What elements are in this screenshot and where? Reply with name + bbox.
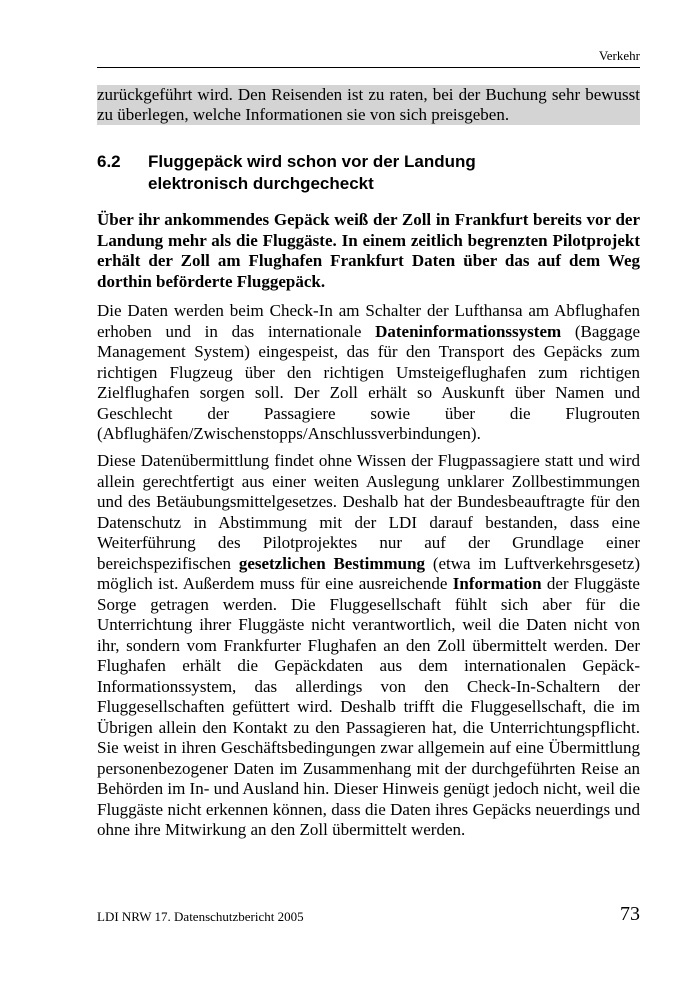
bold-term-gesetzliche-bestimmung: gesetzlichen Bestimmung <box>238 553 426 573</box>
body-paragraph-1 <box>97 301 640 445</box>
header-rule <box>97 67 640 68</box>
paragraph-text: (Baggage Management System) eingespeist, das für den Transport des Gepäcks zum richtigen Flugzeug über den richtigen Umsteigeflughafen zum richtigen Zielflughafen sorgen soll. Der Zoll erhält so Auskunft über Namen und Geschlecht der Passagiere sowie über die Flugrouten (Abflughäfen/Zwischenstopps/Anschlussverbindungen). <box>97 321 640 443</box>
footer-publication: LDI NRW 17. Datenschutzbericht 2005 <box>97 909 304 924</box>
running-header: Verkehr <box>598 48 640 63</box>
paragraph-text: Diese Datenübermittlung findet ohne Wissen der Flugpassagiere statt und wird allein gerechtfertigt aus einer weiten Auslegung unklarer Zollbestimmungen und des Betäubungsmittelgesetzes. Deshalb hat der Bundesbeauftragte für den Datenschutz in Abstimmung mit der LDI darauf bestanden, dass eine Weiterführung des Pilotprojektes nur auf der Grundlage einer bereichspezifischen <box>97 451 640 573</box>
paragraph-text: Die Daten werden beim Check-In am Schalter der Lufthansa am Abflughafen erhoben und in das internationale <box>97 301 640 341</box>
paragraph-text: (etwa im Luftverkehrsgesetz) möglich ist. Außerdem muss für eine ausreichende <box>97 553 640 593</box>
section-heading <box>97 151 640 195</box>
lead-paragraph: Über ihr ankommendes Gepäck weiß der Zoll in Frankfurt bereits vor der Landung mehr als die Fluggäste. In einem zeitlich begrenzten Pilotprojekt erhält der Zoll am Flughafen Frankfurt Daten über das auf dem Weg dorthin beförderte Fluggepäck. <box>97 210 640 291</box>
carryover-highlight: zurückgeführt wird. Den Reisenden ist zu raten, bei der Buchung sehr bewusst zu überlegen, welche Informationen sie von sich preisgeben. <box>97 85 640 124</box>
bold-term-information: Information <box>452 574 542 593</box>
body-paragraph-2 <box>97 451 640 841</box>
section-number: 6.2 <box>97 152 121 171</box>
bold-term-dateninformationssystem: Dateninformationssystem <box>375 321 562 341</box>
section-title: Fluggepäck wird schon vor der Landung elektronisch durchgecheckt <box>148 152 476 193</box>
paragraph-text: der Fluggäste Sorge getragen werden. Die Fluggesellschaft fühlt sich aber für die Unterrichtung ihrer Fluggäste nicht verantwortlich, weil die Daten nicht von ihr, sondern vom Frankfurter Flughafen an den Zoll übermittelt werden. Der Flughafen erhält die Gepäckdaten aus dem internationalen Gepäck-Informationssystem, das allerdings von den Check-In-Schaltern der Fluggesellschaften gefüttert wird. Deshalb trifft die Fluggesellschaft, die im Übrigen allein den Kontakt zu den Passagieren hat, die Unterrichtungspflicht. Sie weist in ihren Geschäftsbedingungen zwar allgemein auf eine Übermittlung personenbezogener Daten im Zusammenhang mit der durchgeführten Reise an Behörden im In- und Ausland hin. Dieser Hinweis genügt jedoch nicht, weil die Fluggäste nicht erkennen können, dass die Daten ihres Gepäcks neuerdings und ohne ihre Mitwirkung an den Zoll übermittelt werden. <box>97 574 640 839</box>
page-number: 73 <box>620 903 640 925</box>
